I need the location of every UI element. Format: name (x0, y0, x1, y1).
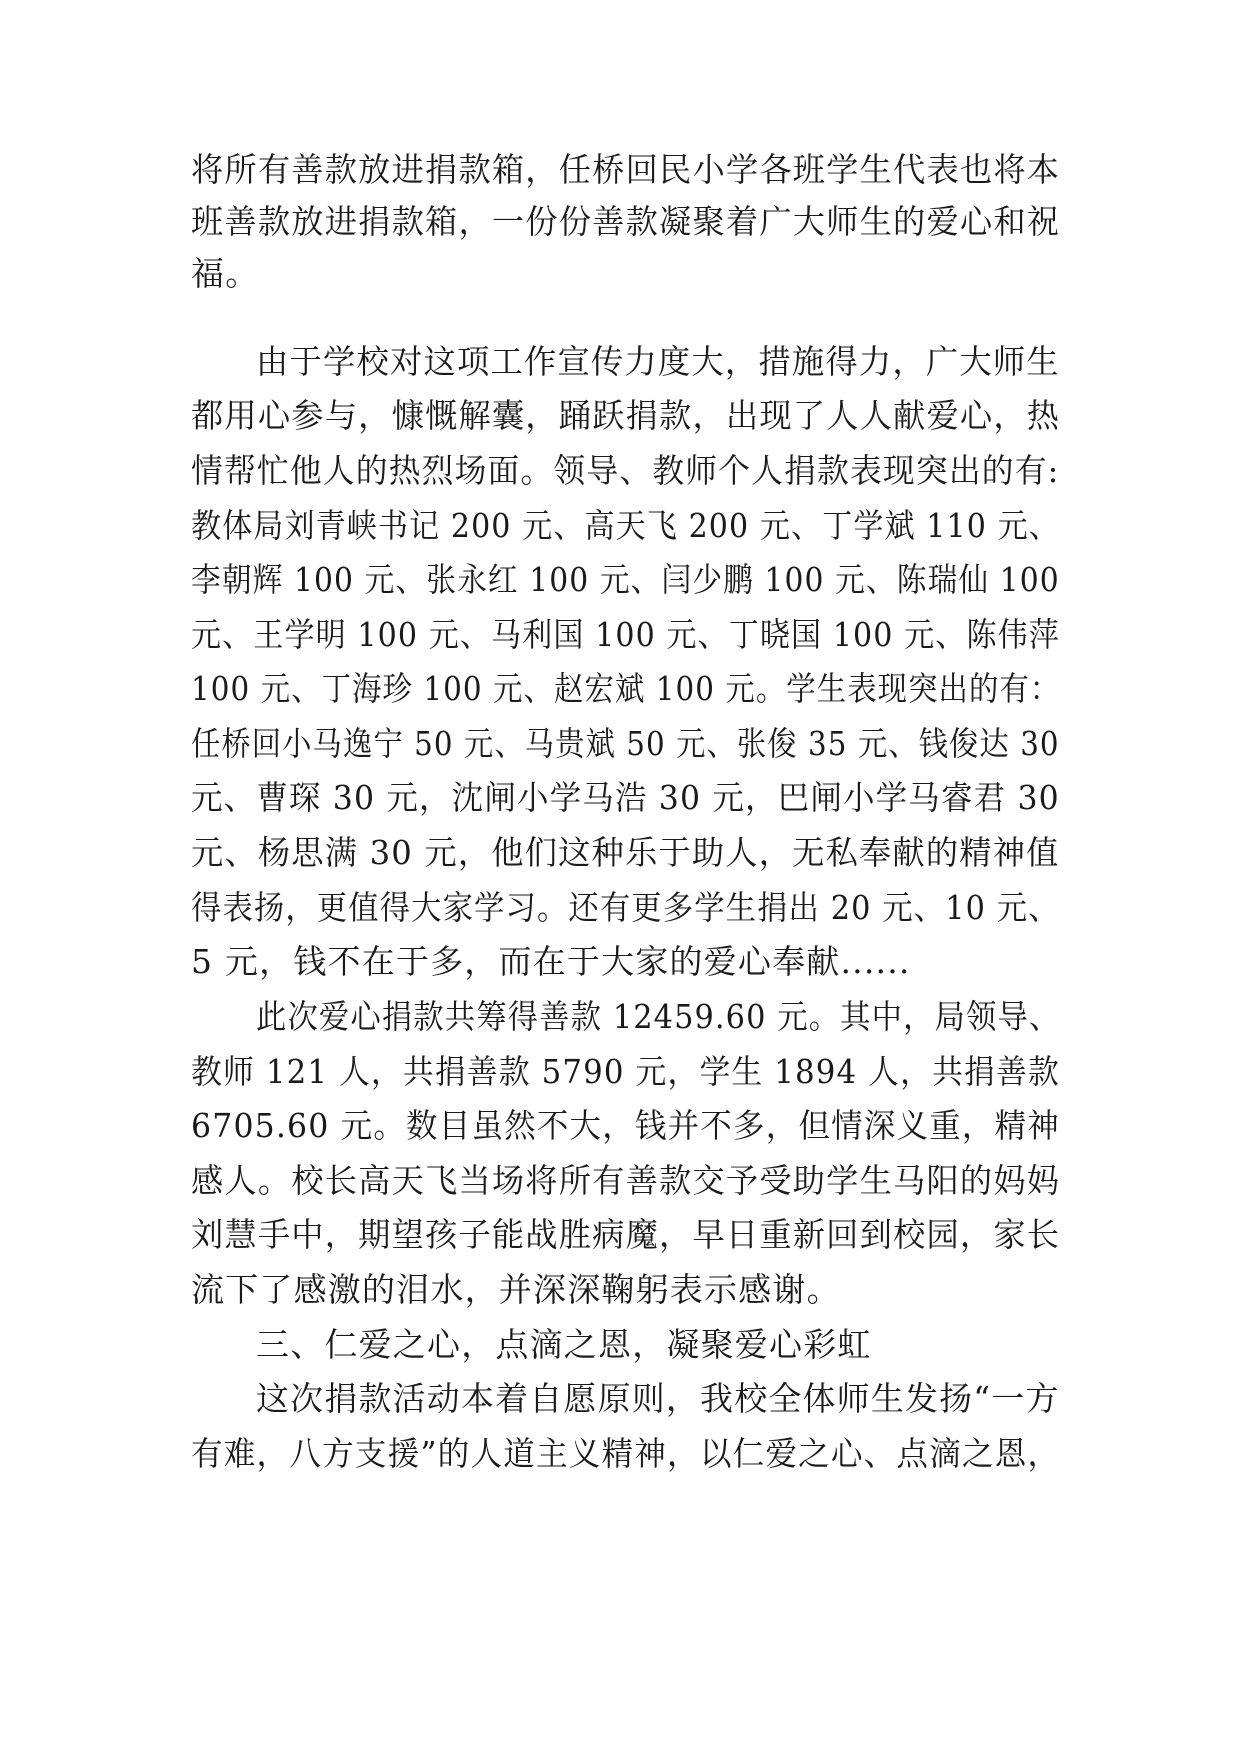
text-line: 得表扬，更值得大家学习。还有更多学生捐出 20 元、10 元、 (191, 888, 1060, 927)
text-line: 5 元，钱不在于多，而在于大家的爱心奉献...... (191, 942, 911, 981)
text-line: 元、曹琛 30 元，沈闸小学马浩 30 元，巴闸小学马睿君 30 (191, 778, 1060, 817)
text-line: 元、王学明 100 元、马利国 100 元、丁晓国 100 元、陈伟萍 (191, 615, 1060, 654)
text-line: 100 元、丁海珍 100 元、赵宏斌 100 元。学生表现突出的有： (191, 669, 1061, 708)
text-line: 有难，八方支援”的人道主义精神，以仁爱之心、点滴之恩， (191, 1434, 1061, 1473)
text-line: 由于学校对这项工作宣传力度大，措施得力，广大师生 (256, 342, 1060, 381)
text-line: 情帮忙他人的热烈场面。领导、教师个人捐款表现突出的有: (191, 451, 1060, 490)
text-line: 元、杨思满 30 元，他们这种乐于助人，无私奉献的精神值 (191, 833, 1060, 872)
text-line: 教师 121 人，共捐善款 5790 元，学生 1894 人，共捐善款 (191, 1052, 1060, 1091)
text-line: 6705.60 元。数目虽然不大，钱并不多，但情深义重，精神 (191, 1106, 1060, 1145)
text-line: 福。 (191, 254, 260, 293)
text-line: 此次爱心捐款共筹得善款 12459.60 元。其中，局领导、 (256, 997, 1061, 1036)
text-line: 感人。校长高天飞当场将所有善款交予受助学生马阳的妈妈 (191, 1161, 1061, 1200)
text-line: 教体局刘青峡书记 200 元、高天飞 200 元、丁学斌 110 元、 (191, 506, 1060, 545)
text-line: 任桥回小马逸宁 50 元、马贵斌 50 元、张俊 35 元、钱俊达 30 (191, 724, 1060, 763)
text-line: 将所有善款放进捐款箱，任桥回民小学各班学生代表也将本 (191, 150, 1061, 189)
text-line: 这次捐款活动本着自愿原则，我校全体师生发扬“一方 (256, 1379, 1060, 1418)
text-line: 流下了感激的泪水，并深深鞠躬表示感谢。 (191, 1270, 841, 1309)
text-line: 班善款放进捐款箱，一份份善款凝聚着广大师生的爱心和祝 (191, 202, 1061, 241)
text-line: 都用心参与，慷慨解囊，踊跃捐款，出现了人人献爱心，热 (191, 396, 1061, 435)
text-line: 李朝辉 100 元、张永红 100 元、闫少鹏 100 元、陈瑞仙 100 (191, 560, 1060, 599)
section-heading: 三、仁爱之心，点滴之恩，凝聚爱心彩虹 (256, 1325, 872, 1364)
text-line: 刘慧手中，期望孩子能战胜病魔，早日重新回到校园，家长 (191, 1215, 1061, 1254)
